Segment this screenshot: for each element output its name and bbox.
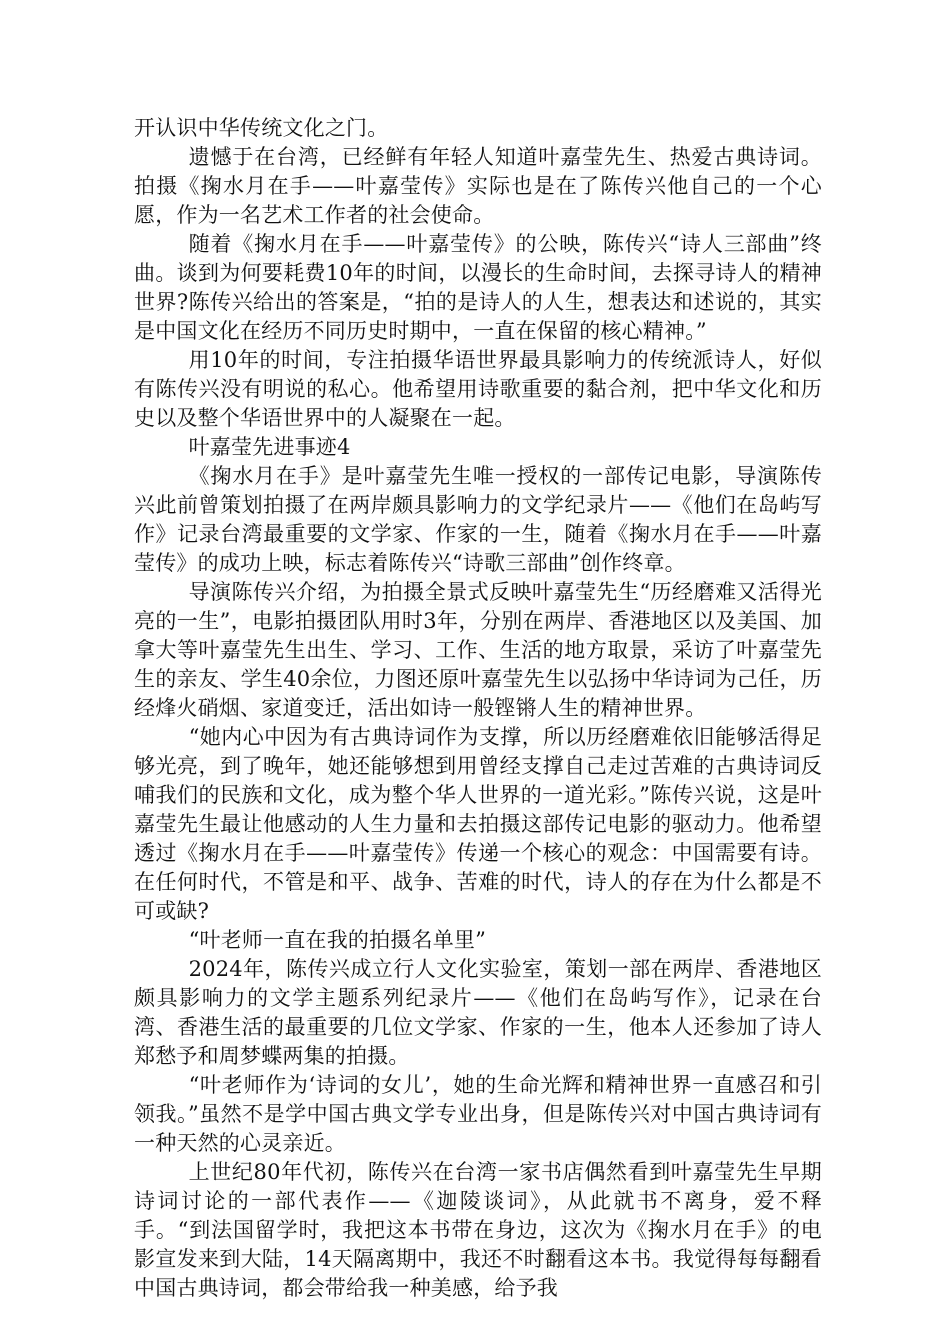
- document-body: [134, 114, 822, 1303]
- paragraph-2: 遗憾于在台湾，已经鲜有年轻人知道叶嘉莹先生、热爱古典诗词。拍摄《掬水月在手——叶嘉莹传》实际也是在了陈传兴他自己的一个心愿，作为一名艺术工作者的社会使命。: [134, 145, 822, 227]
- paragraph-8: “她内心中因为有古典诗词作为支撑，所以历经磨难依旧能够活得足够光亮，到了晚年，她还能够想到用曾经支撑自己走过苦难的古典诗词反哺我们的民族和文化，成为整个华人世界的一道光彩。”陈传兴说，这是叶嘉莹先生最让他感动的人生力量和去拍摄这部传记电影的驱动力。他希望透过《掬水月在手——叶嘉莹传》传递一个核心的观念：中国需要有诗。在任何时代，不管是和平、战争、苦难的时代，诗人的存在为什么都是不可或缺?: [134, 725, 822, 923]
- subheading-quote: “叶老师一直在我的拍摄名单里”: [188, 928, 487, 952]
- paragraph-6: 《掬水月在手》是叶嘉莹先生唯一授权的一部传记电影，导演陈传兴此前曾策划拍摄了在两岸颇具影响力的文学纪录片——《他们在岛屿写作》记录台湾最重要的文学家、作家的一生，随着《掬水月在手——叶嘉莹传》的成功上映，标志着陈传兴“诗歌三部曲”创作终章。: [134, 464, 822, 575]
- paragraph-3: 随着《掬水月在手——叶嘉莹传》的公映，陈传兴“诗人三部曲”终曲。谈到为何要耗费10年的时间，以漫长的生命时间，去探寻诗人的精神世界?陈传兴给出的答案是，“拍的是诗人的人生，想表达和述说的，其实是中国文化在经历不同历史时期中，一直在保留的核心精神。”: [134, 232, 822, 343]
- paragraph-7: 导演陈传兴介绍，为拍摄全景式反映叶嘉莹先生“历经磨难又活得光亮的一生”，电影拍摄团队用时3年，分别在两岸、香港地区以及美国、加拿大等叶嘉莹先生出生、学习、工作、生活的地方取景，采访了叶嘉莹先生的亲友、学生40余位，力图还原叶嘉莹先生以弘扬中华诗词为己任，历经烽火硝烟、家道变迁，活出如诗一般铿锵人生的精神世界。: [134, 580, 822, 720]
- paragraph-12: 上世纪80年代初，陈传兴在台湾一家书店偶然看到叶嘉莹先生早期诗词讨论的一部代表作——《迦陵谈词》，从此就书不离身，爱不释手。“到法国留学时，我把这本书带在身边，这次为《掬水月在手》的电影宣发来到大陆，14天隔离期中，我还不时翻看这本书。我觉得每每翻看中国古典诗词，都会带给我一种美感，给予我: [134, 1160, 822, 1300]
- paragraph-10: 2024年，陈传兴成立行人文化实验室，策划一部在两岸、香港地区颇具影响力的文学主题系列纪录片——《他们在岛屿写作》，记录在台湾、香港生活的最重要的几位文学家、作家的一生，他本人还参加了诗人郑愁予和周梦蝶两集的拍摄。: [134, 957, 822, 1068]
- paragraph-4: 用10年的时间，专注拍摄华语世界最具影响力的传统派诗人，好似有陈传兴没有明说的私心。他希望用诗歌重要的黏合剂，把中华文化和历史以及整个华语世界中的人凝聚在一起。: [134, 348, 822, 430]
- paragraph-1: 开认识中华传统文化之门。: [134, 116, 389, 140]
- paragraph-11: “叶老师作为‘诗词的女儿’，她的生命光辉和精神世界一直感召和引领我。”虽然不是学中国古典文学专业出身，但是陈传兴对中国古典诗词有一种天然的心灵亲近。: [134, 1073, 822, 1155]
- section-heading: 叶嘉莹先进事迹4: [188, 435, 351, 459]
